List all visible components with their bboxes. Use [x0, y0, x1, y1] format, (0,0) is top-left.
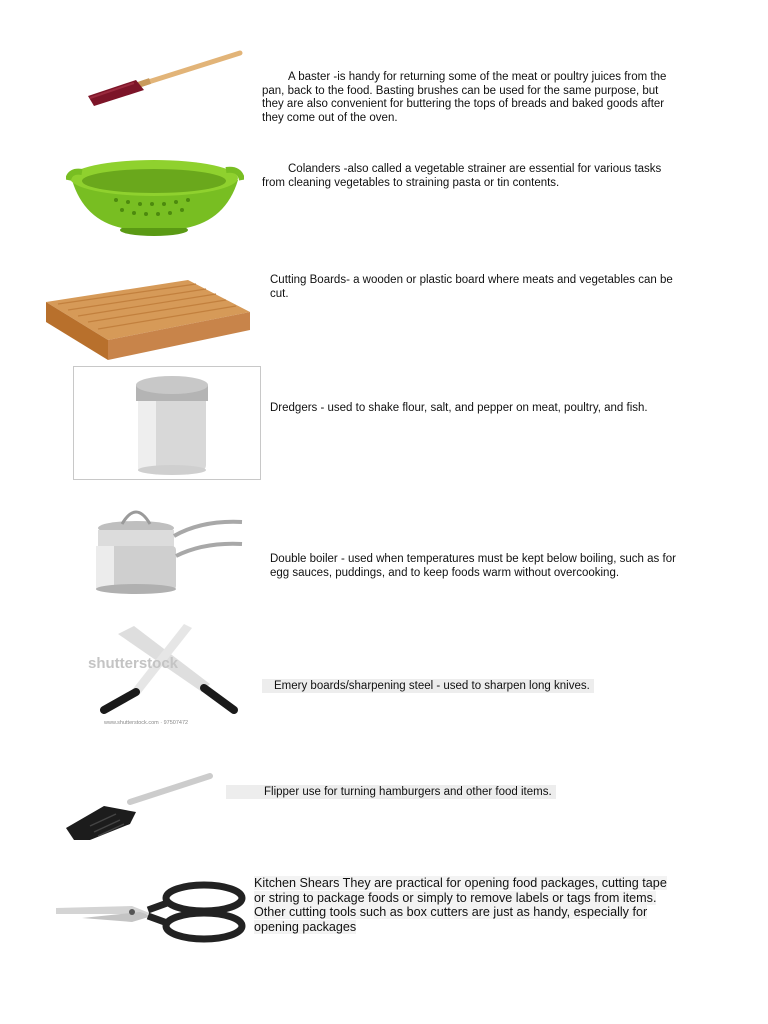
sharpening-steel-image — [74, 614, 256, 726]
cutting-board-description: Cutting Boards- a wooden or plastic board where meats and vegetables can be cut. — [270, 274, 673, 300]
cutting-board-image — [38, 272, 256, 372]
flipper-image — [60, 766, 218, 848]
watermark-brand: shutterstock — [88, 655, 179, 672]
watermark-caption: www.shutterstock.com · 97507472 — [104, 720, 189, 726]
double-boiler-image — [92, 500, 248, 600]
dredger-description: Dredgers - used to shake flour, salt, and pepper on meat, poultry, and fish. — [270, 402, 648, 414]
sharpening-steel-description: Emery boards/sharpening steel - used to sharpen long knives. — [262, 680, 692, 694]
colander-description: Colanders -also called a vegetable strainer are essential for various tasks from cleaning vegetables to straining pasta or tin contents. — [262, 163, 662, 189]
baster-image — [80, 40, 255, 115]
kitchen-shears-description: Kitchen Shears They are practical for opening food packages, cutting tape or string to package foods or simply to remove labels or tags from items. Other cutting tools such as box cutters are just as handy, especially for opening packages — [254, 876, 667, 934]
flipper-description: Flipper use for turning hamburgers and other food items. — [226, 786, 676, 800]
dredger-image — [73, 366, 261, 480]
dredger-icon — [74, 367, 260, 479]
double-boiler-description: Double boiler - used when temperatures must be kept below boiling, such as for egg sauces, puddings, and to keep foods warm without overcooking. — [270, 553, 676, 579]
kitchen-shears-image — [52, 880, 246, 946]
colander-image — [66, 150, 244, 242]
baster-description: A baster -is handy for returning some of the meat or poultry juices from the pan, back to the food. Basting brushes can be used for the same purpose, but they are also convenient for buttering the tops of breads and baked goods after they come out of the oven. — [262, 71, 667, 124]
